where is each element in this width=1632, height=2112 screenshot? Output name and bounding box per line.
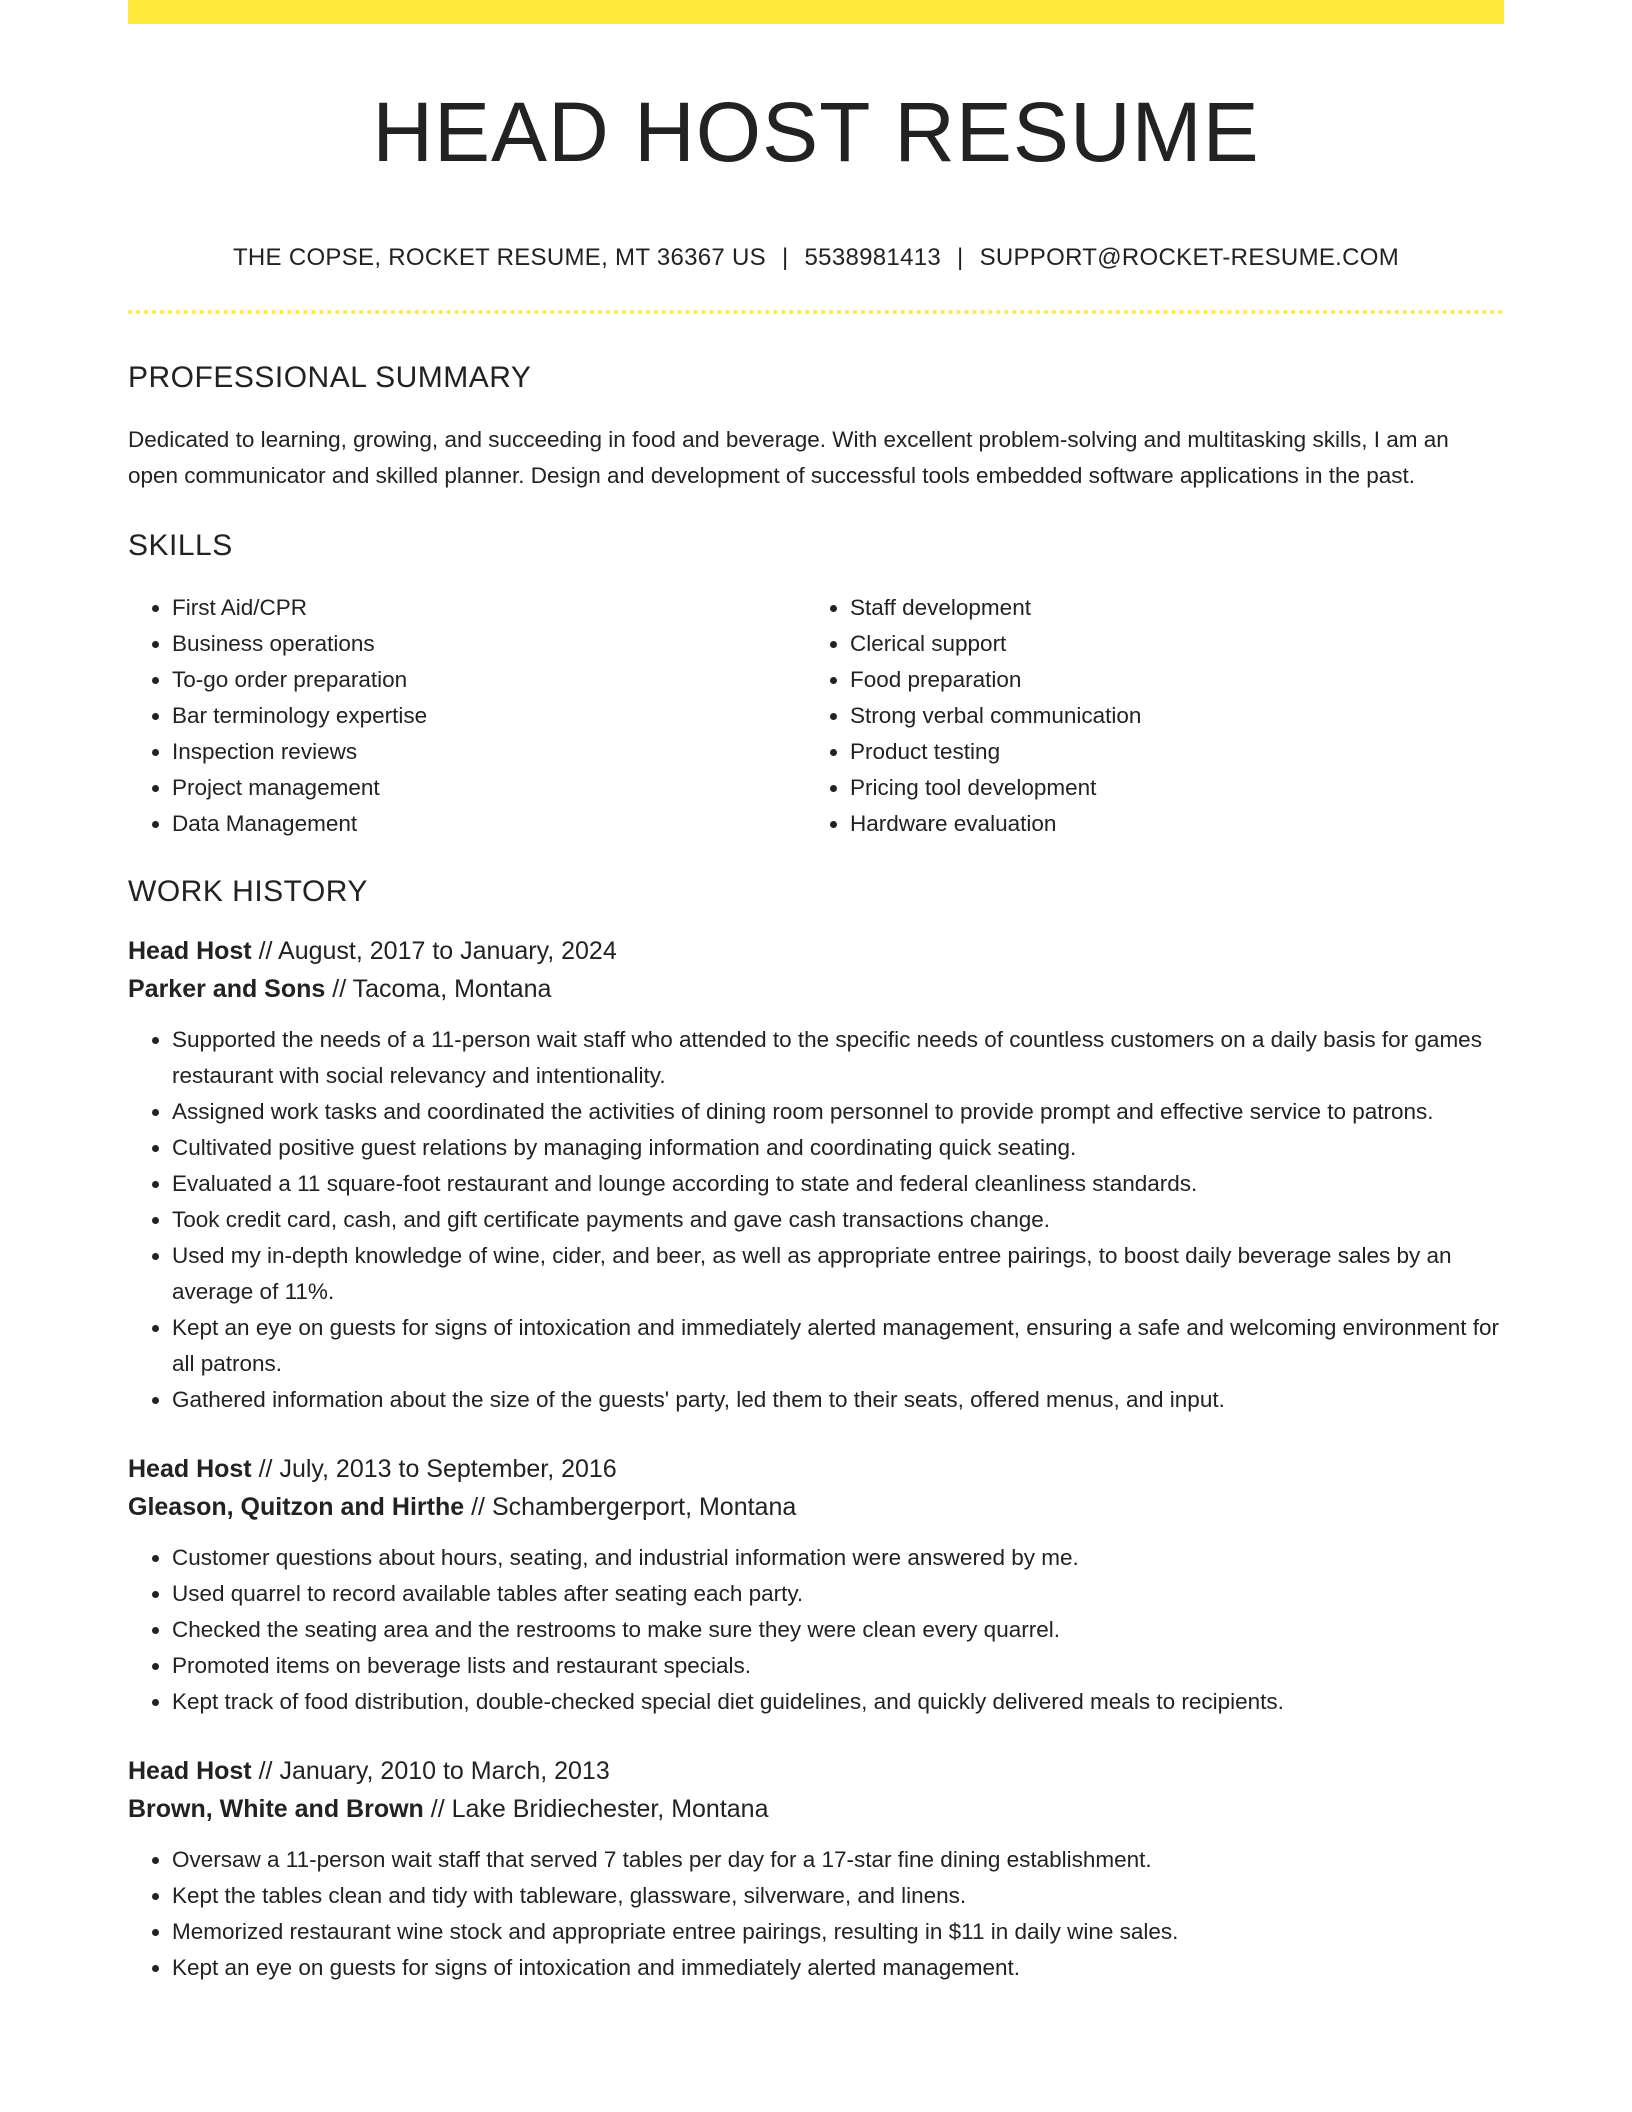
skill-item: • Business operations [172,626,806,662]
skill-item: • Hardware evaluation [850,806,1484,842]
job-company-line [128,970,1504,1008]
page-title: HEAD HOST RESUME [372,85,1260,179]
job-separator: // [464,1493,492,1521]
job-bullet: • Supported the needs of a 11-person wait staff who attended to the specific needs of countless customers on a daily basis for games restaurant with social relevancy and intentionality. [172,1022,1504,1094]
dotted-divider [128,310,1504,314]
job-location: Tacoma, Montana [352,975,552,1003]
job-company-line [128,1488,1504,1526]
job-separator: // [251,1757,280,1785]
skills-heading: SKILLS [128,529,233,562]
job-bullets [128,1022,1504,1418]
job-location: Schambergerport, Montana [491,1493,797,1521]
skill-item: • Pricing tool development [850,770,1484,806]
skills-column-left [128,590,806,842]
skills-column-right [806,590,1484,842]
job-bullets [128,1842,1504,1986]
job-separator: // [325,975,353,1003]
job-company: Brown, White and Brown [128,1795,424,1823]
job-entry [128,1450,1504,1720]
skill-item: • Staff development [850,590,1484,626]
skill-item: • Strong verbal communication [850,698,1484,734]
job-dates: July, 2013 to September, 2016 [279,1455,617,1483]
job-bullet: • Used quarrel to record available tables after seating each party. [172,1576,1504,1612]
job-bullet: • Promoted items on beverage lists and restaurant specials. [172,1648,1504,1684]
job-bullet: • Kept an eye on guests for signs of intoxication and immediately alerted management. [172,1950,1504,1986]
contact-line [128,242,1504,274]
job-bullet: • Cultivated positive guest relations by managing information and coordinating quick seating. [172,1130,1504,1166]
job-location: Lake Bridiechester, Montana [451,1795,769,1823]
skills-list [128,590,1504,842]
skill-item: • Bar terminology expertise [172,698,806,734]
job-title: Head Host [128,937,252,965]
skill-item: • Food preparation [850,662,1484,698]
skill-item: • Project management [172,770,806,806]
job-bullet: • Kept track of food distribution, double-checked special diet guidelines, and quickly delivered meals to recipients. [172,1684,1504,1720]
resume-page [128,0,1504,1986]
job-title-line [128,1450,1504,1488]
summary-text: Dedicated to learning, growing, and succeeding in food and beverage. With excellent problem-solving and multitasking skills, I am an open communicator and skilled planner. Design and development of successful tools embedded software applications in the past. [128,427,1449,488]
contact-phone: 5538981413 [804,244,942,271]
skill-item: • Product testing [850,734,1484,770]
skill-item: • Clerical support [850,626,1484,662]
job-title-line [128,932,1504,970]
top-accent-bar [128,0,1504,24]
skill-item: • First Aid/CPR [172,590,806,626]
job-entry [128,932,1504,1418]
job-bullet: • Used my in-depth knowledge of wine, cider, and beer, as well as appropriate entree pairings, to boost daily beverage sales by an average of 11%. [172,1238,1504,1310]
job-separator: // [423,1795,452,1823]
contact-email: SUPPORT@ROCKET-RESUME.COM [979,244,1400,271]
job-bullet: • Checked the seating area and the restrooms to make sure they were clean every quarrel. [172,1612,1504,1648]
job-company: Gleason, Quitzon and Hirthe [128,1493,465,1521]
job-company: Parker and Sons [128,975,326,1003]
job-separator: // [251,1455,280,1483]
job-title: Head Host [128,1757,252,1785]
job-bullets [128,1540,1504,1720]
contact-separator: | [957,244,964,271]
skill-item: • To-go order preparation [172,662,806,698]
job-bullet: • Kept the tables clean and tidy with tableware, glassware, silverware, and linens. [172,1878,1504,1914]
summary-heading: PROFESSIONAL SUMMARY [128,361,532,394]
job-bullet: • Took credit card, cash, and gift certificate payments and gave cash transactions change. [172,1202,1504,1238]
job-bullet: • Oversaw a 11-person wait staff that served 7 tables per day for a 17-star fine dining establishment. [172,1842,1504,1878]
work-history-heading: WORK HISTORY [128,875,368,908]
job-bullet: • Gathered information about the size of the guests' party, led them to their seats, offered menus, and input. [172,1382,1504,1418]
skill-item: • Inspection reviews [172,734,806,770]
job-title: Head Host [128,1455,252,1483]
job-bullet: • Memorized restaurant wine stock and appropriate entree pairings, resulting in $11 in daily wine sales. [172,1914,1504,1950]
job-bullet: • Customer questions about hours, seating, and industrial information were answered by me. [172,1540,1504,1576]
skill-item: • Data Management [172,806,806,842]
job-dates: January, 2010 to March, 2013 [279,1757,610,1785]
contact-address: THE COPSE, ROCKET RESUME, MT 36367 US [232,244,766,271]
job-bullet: • Assigned work tasks and coordinated the activities of dining room personnel to provide prompt and effective service to patrons. [172,1094,1504,1130]
job-title-line [128,1752,1504,1790]
job-dates: August, 2017 to January, 2024 [278,937,617,965]
contact-separator: | [781,244,789,271]
job-bullet: • Kept an eye on guests for signs of intoxication and immediately alerted management, ensuring a safe and welcoming environment for all patrons. [172,1310,1504,1382]
job-separator: // [251,937,279,965]
job-bullet: • Evaluated a 11 square-foot restaurant and lounge according to state and federal cleanliness standards. [172,1166,1504,1202]
job-company-line [128,1790,1504,1828]
job-entry [128,1752,1504,1986]
